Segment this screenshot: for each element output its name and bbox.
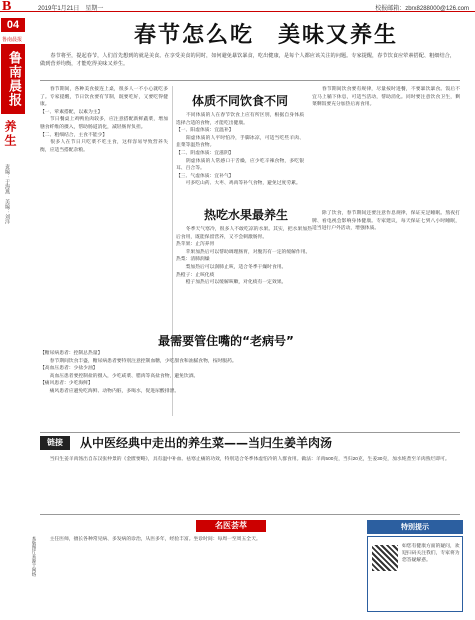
article-3: 春节期间饮食要有规律，尽量按时进餐，不要暴饮暴食。饭后不宜马上躺下休息，可适当活动，帮助消化。同时要注意饮食卫生，剩菜剩饭要充分加热后再食用。 xyxy=(312,87,460,108)
article-6-title: 最需要管住嘴的“老病号” xyxy=(158,334,294,348)
divider-bottom xyxy=(40,514,460,515)
article-6: 【糖尿病患者：控制总热量】 春节期间饮食丰盛，糖尿病患者要特别注意控制血糖，少吃甜食和油腻食物，按时服药。 【高血压患者：少盐少油】 高血压患者要控制盐的摄入，少吃咸菜、腊肉等高盐食物，避免饮酒。 【痛风患者：少吃海鲜】 痛风患者应避免吃海鲜、动物内脏，多喝水，促进尿酸排泄。 xyxy=(40,351,237,394)
side-rail xyxy=(0,14,26,620)
page-headline: 春节怎么吃 美味又养生 xyxy=(133,23,398,48)
top-bar xyxy=(0,0,475,12)
article-5: 除了饮食，春节期间还要注意作息规律，保证充足睡眠。熬夜打牌、看电视会影响身体健康。专家建议，每天保证七到八小时睡眠，适当进行户外活动，增强体质。 xyxy=(312,211,460,232)
qr-code-icon[interactable] xyxy=(372,545,398,571)
editor-credits: 责编：于海燕 美编：刘洋 xyxy=(4,164,10,224)
article-7: 当归生姜羊肉汤出自东汉张仲景的《金匮要略》，具有温中补血、祛寒止痛的功效，特别适合冬季体虚怕冷的人群食用。做法：羊肉500克，当归20克，生姜30克，加水炖煮至羊肉熟烂即可。 xyxy=(40,457,450,462)
page-logo: B xyxy=(2,0,12,14)
divider-top xyxy=(40,80,460,81)
article-8: 主任医师，擅长各种常见病、多发病的诊治，从医多年，经验丰富。坐诊时间：每周一至周五全天。 xyxy=(40,537,261,542)
tip-box xyxy=(367,536,463,612)
article-4-title: 热吃水果最养生 xyxy=(203,208,288,222)
article-2-title: 体质不同饮食不同 xyxy=(191,94,288,108)
link-title: 从中医经典中走出的养生菜——当归生姜羊肉汤 xyxy=(80,436,333,450)
page-number: 04 xyxy=(1,18,25,32)
link-band xyxy=(40,435,460,451)
brand-column: 鲁南晨报 xyxy=(1,44,25,114)
contact-email: 校报邮箱：zbrx8288000@126.com xyxy=(375,6,469,12)
tip-text: 如您有健康方面的疑问，欢迎扫码关注我们，专家将为您答疑解惑。 xyxy=(402,544,460,563)
article-1: 春节期间，各种美食接连上桌，很多人一不小心就吃多了。专家提醒，节日饮食要有节制，既要吃好，又要吃得健康。 【一、荤素搭配，以素为主】 节日餐桌上鸡鸭鱼肉较多，应注意搭配新鲜蔬菜，增加膳食纤维的摄入，帮助肠道消化，减轻肠胃负担。 【二、粗细结合，主食不能少】 很多人在节日只吃菜不吃主食，这样容易导致营养失衡，应适当搭配杂粮。 xyxy=(40,87,168,153)
section-name: 养生 xyxy=(3,120,17,148)
experts-header: 名医荟萃 xyxy=(196,520,266,532)
rail-sub: 鲁南晨报 xyxy=(2,37,23,43)
lead-paragraph: 春节将至，提起春节，人们首先想到的就是美食。在享受美食的同时，如何避免暴饮暴食，吃出健康，是每个人都应该关注的问题。专家提醒，春节饮食应荤素搭配、粗细结合，做到营养均衡，才能吃得美味又养生。 xyxy=(40,53,456,67)
issue-date: 2019年1月21日 星期一 xyxy=(38,6,104,12)
article-4: 冬季天气寒冷，很多人不敢吃凉的水果。其实，把水果加热后食用，既能保留营养，又不会刺激肠胃。 热苹果：止泻养胃 苹果加热后可以帮助调理肠胃，对腹泻有一定的缓解作用。 热梨：清肺润燥 梨加热后可以润肺止咳，适合冬季干燥时食用。 热橙子：止咳化痰 橙子加热后可以缓解咳嗽，对化痰有一定效果。 xyxy=(176,227,312,286)
image-source-note: 本版图片来源于网络 xyxy=(32,536,37,577)
article-2: 不同体质的人在春节饮食上应有所区别，根据自身体质选择合适的食物，才能吃出健康。 【一、阳虚体质：宜温补】 阳虚体质的人平时怕冷，手脚冰凉，可适当吃些羊肉、韭菜等温热食物。 【二、阴虚体质：宜滋阴】 阴虚体质的人常感口干舌燥，应少吃辛辣食物，多吃银耳、百合等。 【三、气虚体质：宜补气】 可多吃山药、大枣、鸡肉等补气食物，避免过度劳累。 xyxy=(176,113,304,187)
tip-header: 特别提示 xyxy=(367,520,463,534)
link-tag: 链接 xyxy=(40,436,70,450)
divider-link xyxy=(40,432,460,433)
